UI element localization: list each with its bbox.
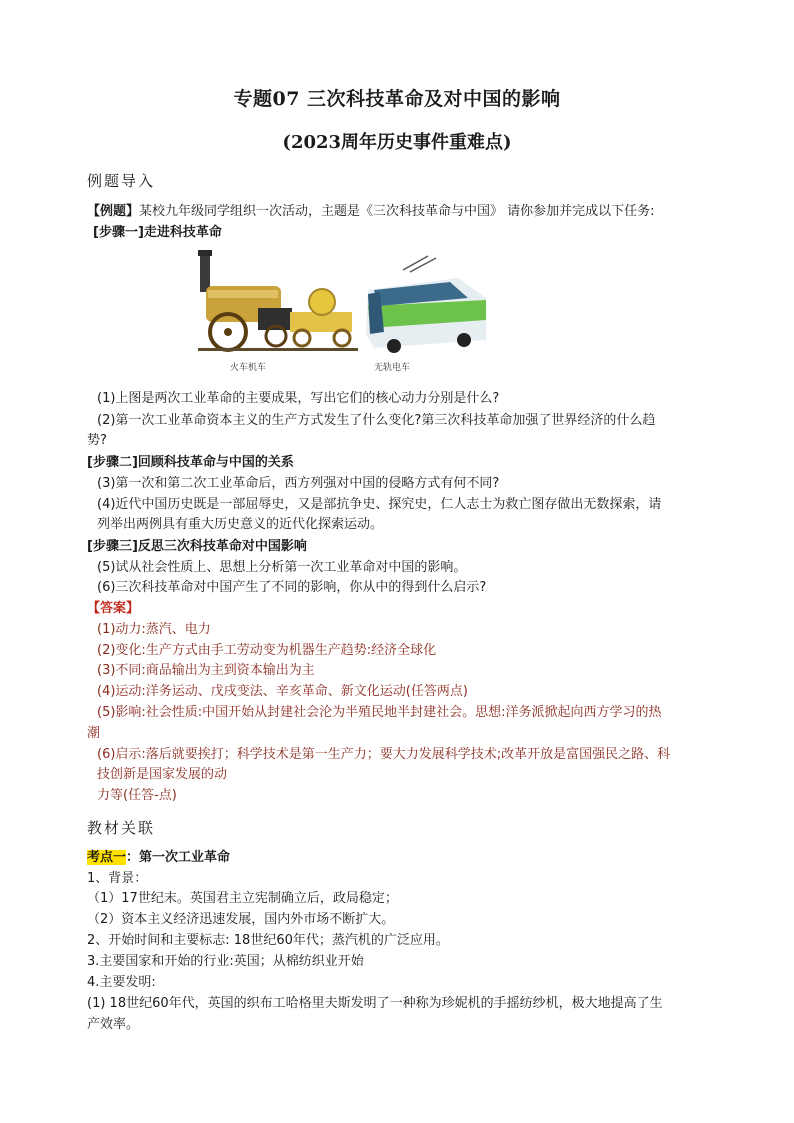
step-two-heading: [步骤二]回顾科技革命与中国的关系	[87, 455, 294, 470]
answer-2: (2)变化:生产方式由手工劳动变为机器生产趋势:经济全球化	[97, 643, 437, 658]
answer-3: (3)不同:商品输出为主到资本输出为主	[97, 663, 315, 678]
answer-5-line1: (5)影响:社会性质:中国开始从封建社会沦为半殖民地半封建社会。思想:洋务派掀起向西方学习的热	[97, 705, 662, 720]
page-subtitle: (2023周年历史事件重难点)	[282, 132, 512, 153]
answer-4: (4)运动:洋务运动、戊戌变法、辛亥革命、新文化运动(任答两点)	[97, 684, 468, 699]
answer-6-line1: (6)启示:落后就要挨打；科学技术是第一生产力；要大力发展科学技术;改革开放是富国强民之路、科	[97, 747, 671, 762]
question-3: (3)第一次和第二次工业革命后，西方列强对中国的侵略方式有何不同?	[97, 476, 500, 491]
answer-1: (1)动力:蒸汽、电力	[97, 622, 211, 637]
question-2-line2: 势?	[87, 433, 107, 448]
example-tag: 【例题】	[87, 204, 140, 219]
background-item-1: （1）17世纪末。英国君主立宪制确立后，政局稳定；	[87, 891, 398, 906]
step-one-heading: [步骤一]走进科技革命	[93, 225, 222, 240]
trolleybus-illustration	[366, 256, 486, 353]
locomotive-illustration	[198, 250, 358, 351]
key-point-1-tag: 考点一	[87, 850, 127, 865]
question-4-line2: 列举出两例具有重大历史意义的近代化探索运动。	[97, 517, 384, 532]
step-three-heading: [步骤三]反思三次科技革命对中国影响	[87, 539, 307, 554]
answer-6-line3: 力等(任答-点)	[97, 788, 177, 803]
section-heading-example: 例题导入	[87, 172, 156, 190]
question-5: (5)试从社会性质上、思想上分析第一次工业革命对中国的影响。	[97, 560, 467, 575]
answer-tag: 【答案】	[87, 601, 140, 616]
question-4-line1: (4)近代中国历史既是一部屈辱史，又是部抗争史、探究史，仁人志士为救亡图存做出无数探索，请	[97, 497, 662, 512]
main-inventions-heading: 4.主要发明:	[87, 975, 156, 990]
background-heading: 1、背景：	[87, 871, 148, 886]
page-title: 专题07 三次科技革命及对中国的影响	[233, 88, 561, 110]
figure-locomotive-trolleybus	[198, 250, 498, 375]
intro-paragraph	[87, 202, 712, 222]
answer-5-line2: 潮	[87, 726, 101, 741]
caption-locomotive: 火车机车	[230, 363, 267, 373]
invention-1-line1: (1) 18世纪60年代，英国的织布工哈格里夫斯发明了一种称为珍妮机的手摇纺纱机，极大地提高了生	[87, 996, 663, 1011]
question-1: (1)上图是两次工业革命的主要成果，写出它们的核心动力分别是什么?	[97, 391, 500, 406]
main-country-industry: 3.主要国家和开始的行业:英国；从棉纺织业开始	[87, 954, 364, 969]
question-2-line1: (2)第一次工业革命资本主义的生产方式发生了什么变化?第三次科技革命加强了世界经济的什么趋	[97, 413, 656, 428]
start-time-and-sign: 2、开始时间和主要标志: 18世纪60年代；蒸汽机的广泛应用。	[87, 933, 449, 948]
key-point-1-heading	[87, 848, 712, 868]
key-point-1-title: ：第一次工业革命	[126, 850, 231, 865]
answer-6-line2: 技创新是国家发展的动	[97, 767, 228, 782]
invention-1-line2: 产效率。	[87, 1017, 140, 1032]
intro-text: 某校九年级同学组织一次活动，主题是《三次科技革命与中国》 请你参加并完成以下任务:	[139, 204, 655, 219]
caption-trolleybus: 无轨电车	[374, 363, 411, 373]
section-heading-textbook: 教材关联	[87, 819, 156, 837]
question-6: (6)三次科技革命对中国产生了不同的影响，你从中的得到什么启示?	[97, 580, 487, 595]
background-item-2: （2）资本主义经济迅速发展，国内外市场不断扩大。	[87, 912, 395, 927]
